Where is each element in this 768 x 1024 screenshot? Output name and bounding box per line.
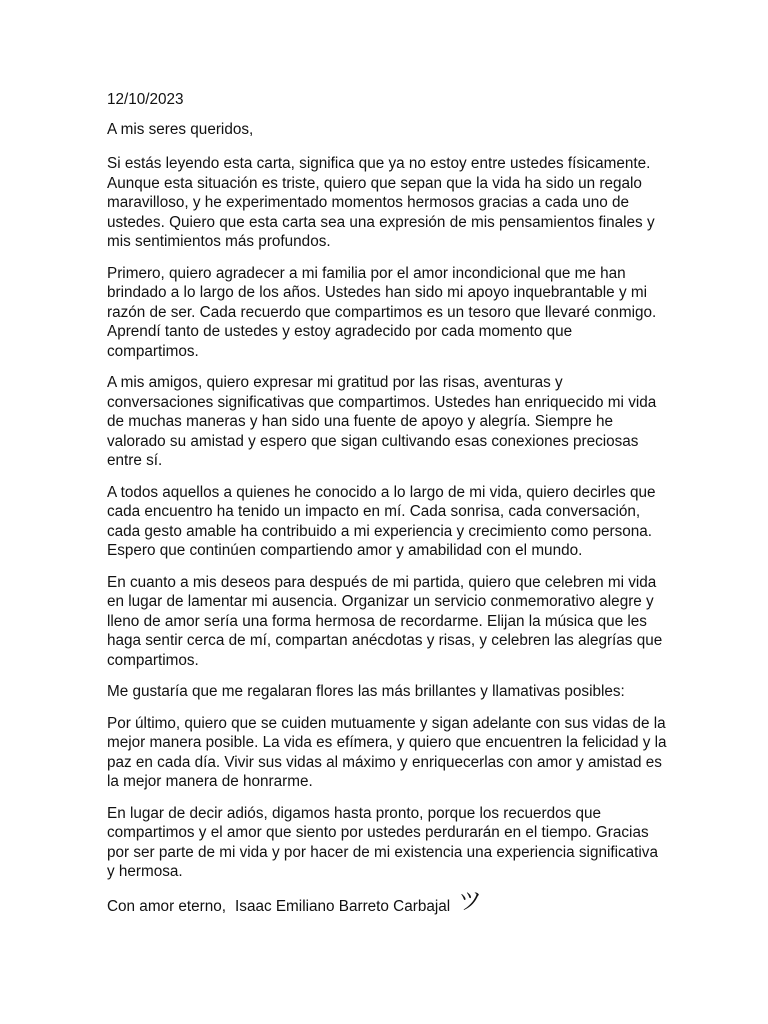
- smile-tsu-icon: ツ: [458, 886, 483, 915]
- letter-closing: Con amor eterno,: [107, 897, 227, 915]
- letter-paragraph: Si estás leyendo esta carta, significa que ya no estoy entre ustedes físicamente. Aunque esta situación es triste, quiero que sepan que la vida ha sido un regalo maravilloso, y he experimentado momentos hermosos gracias a cada uno de ustedes. Quiero que esta carta sea una expresión de mis pensamientos finales y mis sentimientos más profundos.: [107, 155, 655, 250]
- letter-greeting: A mis seres queridos,: [107, 120, 254, 138]
- letter-paragraph: Por último, quiero que se cuiden mutuamente y sigan adelante con sus vidas de la mejor manera posible. La vida es efímera, y quiero que encuentren la felicidad y la paz en cada día. Vivir sus vidas al máximo y enriquecerlas con amor y amistad es la mejor manera de honrarme.: [107, 714, 667, 790]
- letter-paragraph: En cuanto a mis deseos para después de mi partida, quiero que celebren mi vida en lugar de lamentar mi ausencia. Organizar un servicio conmemorativo alegre y lleno de amor sería una forma hermosa de recordarme. Elijan la música que les haga sentir cerca de mí, compartan anécdotas y risas, y celebren las alegrías que compartimos.: [107, 573, 663, 669]
- letter-paragraph: A todos aquellos a quienes he conocido a lo largo de mi vida, quiero decirles que cada encuentro ha tenido un impacto en mí. Cada sonrisa, cada conversación, cada gesto amable ha contribuido a mi experiencia y crecimiento como persona. Espero que continúen compartiendo amor y amabilidad con el mundo.: [107, 483, 656, 559]
- letter-date: 12/10/2023: [107, 91, 184, 108]
- letter-paragraph: En lugar de decir adiós, digamos hasta pronto, porque los recuerdos que compartimos y el amor que siento por ustedes perdurarán en el tiempo. Gracias por ser parte de mi vida y por hacer de mi existencia una experiencia significativa y hermosa.: [107, 804, 658, 880]
- letter-paragraph: Primero, quiero agradecer a mi familia por el amor incondicional que me han brindado a lo largo de los años. Ustedes han sido mi apoyo inquebrantable y mi razón de ser. Cada recuerdo que compartimos es un tesoro que llevaré conmigo. Aprendí tanto de ustedes y estoy agradecido por cada momento que compartimos.: [107, 264, 657, 360]
- letter-paragraph: A mis amigos, quiero expresar mi gratitud por las risas, aventuras y conversaciones significativas que compartimos. Ustedes han enriquecido mi vida de muchas maneras y han sido una fuente de apoyo y alegría. Siempre he valorado su amistad y espero que sigan cultivando esas conexiones preciosas entre sí.: [107, 374, 657, 469]
- signature-name: Isaac Emiliano Barreto Carbajal: [235, 897, 451, 915]
- letter-signoff: [107, 886, 667, 917]
- letter-paragraph: Me gustaría que me regalaran flores las más brillantes y llamativas posibles:: [107, 683, 625, 700]
- letter-page: [107, 90, 667, 928]
